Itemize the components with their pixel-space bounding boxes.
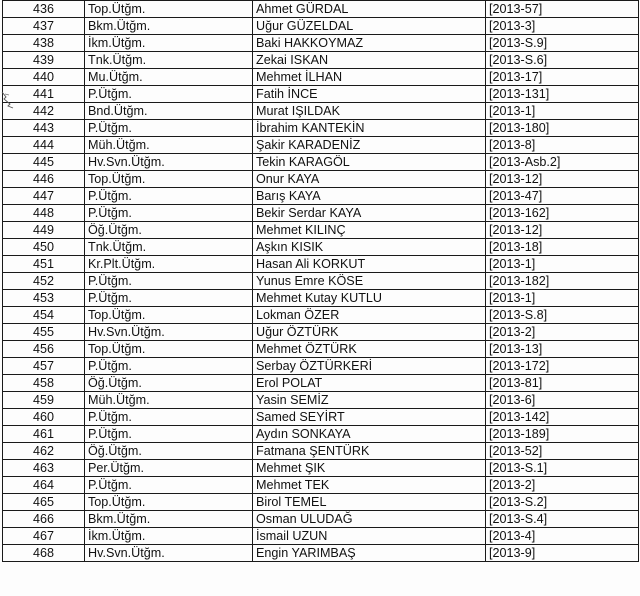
code-cell: [2013-172] <box>486 358 639 375</box>
name-cell: Samed SEYİRT <box>253 409 486 426</box>
table-row <box>3 307 639 324</box>
personnel-table <box>2 0 639 562</box>
row-number-cell: 460 <box>3 409 85 426</box>
rank-cell: P.Ütğm. <box>85 426 253 443</box>
row-number-cell: 454 <box>3 307 85 324</box>
name-cell: Aydın SONKAYA <box>253 426 486 443</box>
table-row <box>3 426 639 443</box>
row-number-cell: 451 <box>3 256 85 273</box>
name-cell: Hasan Ali KORKUT <box>253 256 486 273</box>
code-cell: [2013-12] <box>486 171 639 188</box>
code-cell: [2013-189] <box>486 426 639 443</box>
table-row <box>3 358 639 375</box>
name-cell: Mehmet ÖZTÜRK <box>253 341 486 358</box>
row-number-cell: 463 <box>3 460 85 477</box>
table-row <box>3 324 639 341</box>
rank-cell: P.Ütğm. <box>85 358 253 375</box>
code-cell: [2013-57] <box>486 1 639 18</box>
name-cell: Murat IŞILDAK <box>253 103 486 120</box>
table-row <box>3 511 639 528</box>
table-row <box>3 273 639 290</box>
table-row <box>3 290 639 307</box>
row-number-cell: 440 <box>3 69 85 86</box>
table-row <box>3 460 639 477</box>
table-row <box>3 256 639 273</box>
code-cell: [2013-6] <box>486 392 639 409</box>
table-row <box>3 375 639 392</box>
table-row <box>3 35 639 52</box>
rank-cell: P.Ütğm. <box>85 273 253 290</box>
code-cell: [2013-17] <box>486 69 639 86</box>
code-cell: [2013-S.1] <box>486 460 639 477</box>
rank-cell: Hv.Svn.Ütğm. <box>85 324 253 341</box>
name-cell: Mehmet Kutay KUTLU <box>253 290 486 307</box>
table-row <box>3 171 639 188</box>
rank-cell: P.Ütğm. <box>85 477 253 494</box>
row-number-cell: 453 <box>3 290 85 307</box>
name-cell: Yasin SEMİZ <box>253 392 486 409</box>
row-number-cell: 455 <box>3 324 85 341</box>
table-row <box>3 137 639 154</box>
name-cell: Mehmet ŞIK <box>253 460 486 477</box>
row-number-cell: 443 <box>3 120 85 137</box>
name-cell: Baki HAKKOYMAZ <box>253 35 486 52</box>
name-cell: Aşkın KISIK <box>253 239 486 256</box>
name-cell: Serbay ÖZTÜRKERİ <box>253 358 486 375</box>
row-number-cell: 450 <box>3 239 85 256</box>
code-cell: [2013-4] <box>486 528 639 545</box>
name-cell: İsmail UZUN <box>253 528 486 545</box>
code-cell: [2013-Asb.2] <box>486 154 639 171</box>
rank-cell: P.Ütğm. <box>85 120 253 137</box>
rank-cell: Müh.Ütğm. <box>85 392 253 409</box>
rank-cell: Bkm.Ütğm. <box>85 18 253 35</box>
row-number-cell: 461 <box>3 426 85 443</box>
row-number-cell: 452 <box>3 273 85 290</box>
rank-cell: P.Ütğm. <box>85 205 253 222</box>
rank-cell: P.Ütğm. <box>85 290 253 307</box>
code-cell: [2013-12] <box>486 222 639 239</box>
code-cell: [2013-182] <box>486 273 639 290</box>
row-number-cell: 456 <box>3 341 85 358</box>
table-row <box>3 205 639 222</box>
rank-cell: Öğ.Ütğm. <box>85 375 253 392</box>
row-number-cell: 436 <box>3 1 85 18</box>
rank-cell: Bkm.Ütğm. <box>85 511 253 528</box>
rank-cell: Top.Ütğm. <box>85 341 253 358</box>
name-cell: Tekin KARAGÖL <box>253 154 486 171</box>
row-number-cell: 462 <box>3 443 85 460</box>
name-cell: Ahmet GÜRDAL <box>253 1 486 18</box>
rank-cell: Hv.Svn.Ütğm. <box>85 545 253 562</box>
row-number-cell: 439 <box>3 52 85 69</box>
name-cell: Barış KAYA <box>253 188 486 205</box>
code-cell: [2013-13] <box>486 341 639 358</box>
table-row <box>3 545 639 562</box>
name-cell: Fatmana ŞENTÜRK <box>253 443 486 460</box>
rank-cell: Mu.Ütğm. <box>85 69 253 86</box>
rank-cell: Tnk.Ütğm. <box>85 52 253 69</box>
name-cell: Bekir Serdar KAYA <box>253 205 486 222</box>
table-row <box>3 443 639 460</box>
row-number-cell: 447 <box>3 188 85 205</box>
code-cell: [2013-1] <box>486 290 639 307</box>
rank-cell: Öğ.Ütğm. <box>85 443 253 460</box>
rank-cell: Öğ.Ütğm. <box>85 222 253 239</box>
table-row <box>3 222 639 239</box>
name-cell: Zekai ISKAN <box>253 52 486 69</box>
row-number-cell: 445 <box>3 154 85 171</box>
row-number-cell: 446 <box>3 171 85 188</box>
personnel-table-body <box>3 1 639 562</box>
table-row <box>3 103 639 120</box>
code-cell: [2013-2] <box>486 324 639 341</box>
code-cell: [2013-S.4] <box>486 511 639 528</box>
table-row <box>3 1 639 18</box>
table-row <box>3 120 639 137</box>
row-number-cell: 466 <box>3 511 85 528</box>
row-number-cell: 464 <box>3 477 85 494</box>
rank-cell: Top.Ütğm. <box>85 307 253 324</box>
code-cell: [2013-162] <box>486 205 639 222</box>
table-row <box>3 86 639 103</box>
row-number-cell: 457 <box>3 358 85 375</box>
row-number-cell: 467 <box>3 528 85 545</box>
row-number-cell: 448 <box>3 205 85 222</box>
code-cell: [2013-S.9] <box>486 35 639 52</box>
code-cell: [2013-2] <box>486 477 639 494</box>
code-cell: [2013-8] <box>486 137 639 154</box>
row-number-cell: 444 <box>3 137 85 154</box>
table-row <box>3 18 639 35</box>
code-cell: [2013-81] <box>486 375 639 392</box>
table-row <box>3 392 639 409</box>
rank-cell: İkm.Ütğm. <box>85 528 253 545</box>
code-cell: [2013-S.6] <box>486 52 639 69</box>
row-number-cell: 458 <box>3 375 85 392</box>
code-cell: [2013-18] <box>486 239 639 256</box>
table-row <box>3 52 639 69</box>
rank-cell: Müh.Ütğm. <box>85 137 253 154</box>
rank-cell: Hv.Svn.Ütğm. <box>85 154 253 171</box>
rank-cell: P.Ütğm. <box>85 86 253 103</box>
table-row <box>3 341 639 358</box>
rank-cell: Per.Ütğm. <box>85 460 253 477</box>
pen-mark-icon <box>0 88 16 110</box>
rank-cell: Tnk.Ütğm. <box>85 239 253 256</box>
rank-cell: Bnd.Ütğm. <box>85 103 253 120</box>
name-cell: Mehmet KILINÇ <box>253 222 486 239</box>
table-row <box>3 69 639 86</box>
row-number-cell: 465 <box>3 494 85 511</box>
code-cell: [2013-52] <box>486 443 639 460</box>
code-cell: [2013-S.8] <box>486 307 639 324</box>
name-cell: Yunus Emre KÖSE <box>253 273 486 290</box>
rank-cell: P.Ütğm. <box>85 188 253 205</box>
name-cell: Uğur GÜZELDAL <box>253 18 486 35</box>
table-row <box>3 477 639 494</box>
rank-cell: P.Ütğm. <box>85 409 253 426</box>
code-cell: [2013-47] <box>486 188 639 205</box>
name-cell: Fatih İNCE <box>253 86 486 103</box>
row-number-cell: 449 <box>3 222 85 239</box>
table-row <box>3 154 639 171</box>
table-row <box>3 188 639 205</box>
name-cell: Şakir KARADENİZ <box>253 137 486 154</box>
name-cell: Onur KAYA <box>253 171 486 188</box>
table-row <box>3 409 639 426</box>
table-row <box>3 528 639 545</box>
rank-cell: Top.Ütğm. <box>85 171 253 188</box>
name-cell: Mehmet İLHAN <box>253 69 486 86</box>
code-cell: [2013-S.2] <box>486 494 639 511</box>
table-row <box>3 239 639 256</box>
rank-cell: İkm.Ütğm. <box>85 35 253 52</box>
row-number-cell: 468 <box>3 545 85 562</box>
code-cell: [2013-1] <box>486 256 639 273</box>
name-cell: Osman ULUDAĞ <box>253 511 486 528</box>
name-cell: Mehmet TEK <box>253 477 486 494</box>
code-cell: [2013-1] <box>486 103 639 120</box>
name-cell: Erol POLAT <box>253 375 486 392</box>
name-cell: İbrahim KANTEKİN <box>253 120 486 137</box>
code-cell: [2013-180] <box>486 120 639 137</box>
row-number-cell: 438 <box>3 35 85 52</box>
name-cell: Lokman ÖZER <box>253 307 486 324</box>
row-number-cell: 437 <box>3 18 85 35</box>
rank-cell: Kr.Plt.Ütğm. <box>85 256 253 273</box>
row-number-cell: 442 <box>3 103 85 120</box>
name-cell: Birol TEMEL <box>253 494 486 511</box>
row-number-cell: 459 <box>3 392 85 409</box>
row-number-cell: 441 <box>3 86 85 103</box>
rank-cell: Top.Ütğm. <box>85 1 253 18</box>
rank-cell: Top.Ütğm. <box>85 494 253 511</box>
code-cell: [2013-131] <box>486 86 639 103</box>
name-cell: Uğur ÖZTÜRK <box>253 324 486 341</box>
code-cell: [2013-142] <box>486 409 639 426</box>
code-cell: [2013-9] <box>486 545 639 562</box>
name-cell: Engin YARIMBAŞ <box>253 545 486 562</box>
table-row <box>3 494 639 511</box>
code-cell: [2013-3] <box>486 18 639 35</box>
